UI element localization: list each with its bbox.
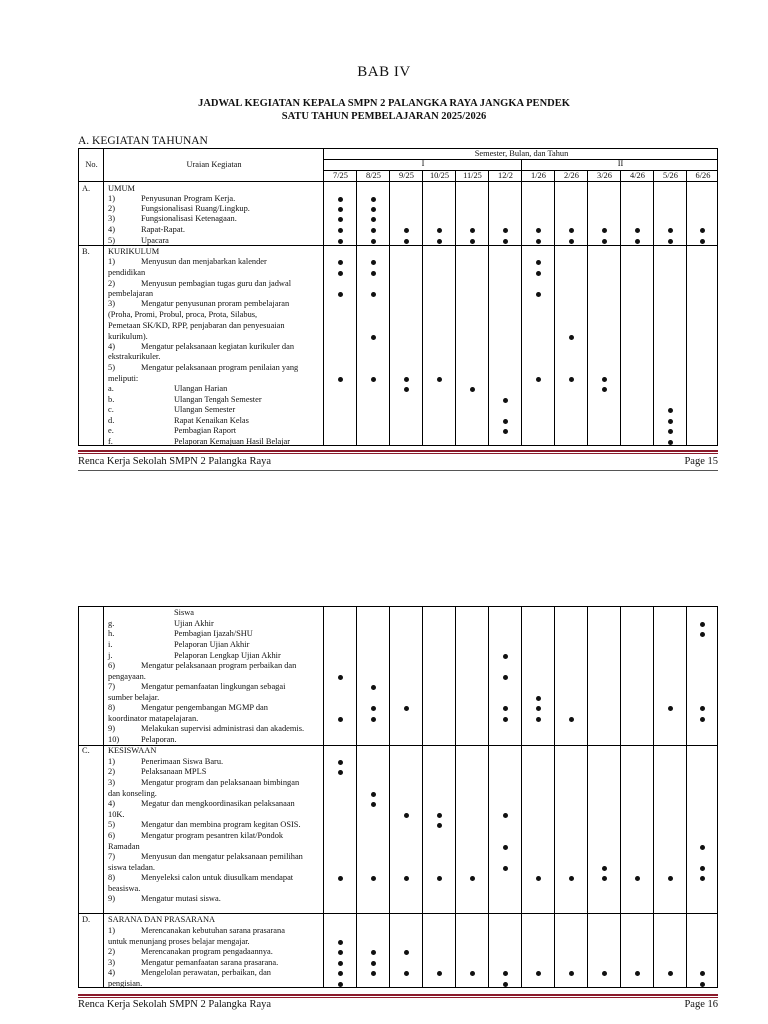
schedule-dot-3-26 xyxy=(602,228,607,233)
col-divider xyxy=(356,607,357,987)
row-text: Merencanakan kebutuhan sarana prasarana xyxy=(141,926,285,935)
schedule-dot-6-26 xyxy=(700,845,705,850)
col-divider xyxy=(389,170,390,445)
schedule-table-page-16 xyxy=(78,606,718,988)
schedule-dot-12-2 xyxy=(503,866,508,871)
row-text: Pelaporan Lengkap Ujian Akhir xyxy=(174,651,281,660)
schedule-dot-7-25 xyxy=(338,207,343,212)
schedule-dot-8-25 xyxy=(371,971,376,976)
schedule-dot-9-25 xyxy=(404,706,409,711)
schedule-dot-5-26 xyxy=(668,971,673,976)
schedule-dot-5-26 xyxy=(668,408,673,413)
row-text: 3) xyxy=(108,778,115,787)
schedule-dot-2-26 xyxy=(569,717,574,722)
schedule-dot-9-25 xyxy=(404,377,409,382)
row-text: Melakukan supervisi administrasi dan akademis. xyxy=(141,724,305,733)
col-divider xyxy=(653,607,654,987)
schedule-dot-8-25 xyxy=(371,792,376,797)
footer-left-p15: Renca Kerja Sekolah SMPN 2 Palangka Raya xyxy=(78,456,272,467)
schedule-dot-8-25 xyxy=(371,239,376,244)
row-text: Penyusunan Program Kerja. xyxy=(141,194,236,203)
col-divider xyxy=(554,607,555,987)
schedule-dot-9-25 xyxy=(404,228,409,233)
row-text: Mengelolan perawatan, perbaikan, dan xyxy=(141,968,271,977)
col-divider xyxy=(323,149,324,445)
schedule-dot-12-2 xyxy=(503,239,508,244)
schedule-dot-7-25 xyxy=(338,217,343,222)
month-5-26: 5/26 xyxy=(663,171,678,180)
row-text: 9) xyxy=(108,894,115,903)
schedule-dot-6-26 xyxy=(700,228,705,233)
row-text: Mengatur pelaksanaan program penilaian yang xyxy=(141,363,299,372)
schedule-dot-11-25 xyxy=(470,239,475,244)
schedule-dot-3-26 xyxy=(602,377,607,382)
schedule-dot-7-25 xyxy=(338,260,343,265)
schedule-dot-12-2 xyxy=(503,228,508,233)
schedule-dot-12-2 xyxy=(503,675,508,680)
row-text: Pelaporan Ujian Akhir xyxy=(174,640,250,649)
schedule-dot-11-25 xyxy=(470,387,475,392)
col-divider xyxy=(587,170,588,445)
schedule-dot-10-25 xyxy=(437,823,442,828)
schedule-dot-2-26 xyxy=(569,876,574,881)
row-text: 3) xyxy=(108,299,115,308)
col-divider xyxy=(323,607,324,987)
row-text: koordinator matapelajaran. xyxy=(108,714,199,723)
schedule-dot-6-26 xyxy=(700,982,705,987)
col-divider-no xyxy=(103,607,104,987)
row-text: Siswa xyxy=(174,608,195,617)
schedule-dot-7-25 xyxy=(338,940,343,945)
schedule-dot-12-2 xyxy=(503,419,508,424)
schedule-dot-8-25 xyxy=(371,961,376,966)
schedule-dot-7-25 xyxy=(338,961,343,966)
schedule-dot-6-26 xyxy=(700,622,705,627)
schedule-dot-5-26 xyxy=(668,419,673,424)
row-text: Pemetaan SK/KD, RPP, penjabaran dan penyesuaian xyxy=(108,321,285,330)
col-divider xyxy=(422,607,423,987)
month-1-26: 1/26 xyxy=(531,171,546,180)
row-text: 6) xyxy=(108,661,115,670)
schedule-dot-2-26 xyxy=(569,377,574,382)
col-divider xyxy=(521,607,522,987)
schedule-dot-12-2 xyxy=(503,813,508,818)
row-text: meliputi: xyxy=(108,374,139,383)
schedule-dot-8-25 xyxy=(371,706,376,711)
schedule-dot-8-25 xyxy=(371,950,376,955)
schedule-dot-1-26 xyxy=(536,971,541,976)
row-text: d. xyxy=(108,416,115,425)
row-text: Mengatur program dan pelaksanaan bimbingan xyxy=(141,778,300,787)
section-divider xyxy=(79,245,717,246)
schedule-dot-8-25 xyxy=(371,217,376,222)
row-text: pendidikan xyxy=(108,268,146,277)
row-text: 4) xyxy=(108,799,115,808)
col-divider xyxy=(455,607,456,987)
footer-rule-p15 xyxy=(78,450,718,454)
schedule-dot-3-26 xyxy=(602,866,607,871)
row-text: sumber belajar. xyxy=(108,693,160,702)
schedule-dot-5-26 xyxy=(668,228,673,233)
schedule-dot-3-26 xyxy=(602,387,607,392)
col-divider xyxy=(422,170,423,445)
section-label: D. xyxy=(82,915,91,924)
section-label: SARANA DAN PRASARANA xyxy=(108,915,216,924)
schedule-dot-7-25 xyxy=(338,876,343,881)
row-text: 5) xyxy=(108,236,115,245)
schedule-dot-8-25 xyxy=(371,228,376,233)
schedule-dot-7-25 xyxy=(338,950,343,955)
header-semester-2: II xyxy=(617,159,624,168)
row-text: Fungsionalisasi Ketenagaan. xyxy=(141,214,237,223)
col-divider xyxy=(488,607,489,987)
schedule-dot-11-25 xyxy=(470,876,475,881)
schedule-dot-3-26 xyxy=(602,239,607,244)
schedule-dot-4-26 xyxy=(635,239,640,244)
row-text: 1) xyxy=(108,926,115,935)
schedule-dot-6-26 xyxy=(700,971,705,976)
row-text: siswa teladan. xyxy=(108,863,155,872)
schedule-dot-9-25 xyxy=(404,876,409,881)
schedule-dot-3-26 xyxy=(602,876,607,881)
schedule-dot-4-26 xyxy=(635,876,640,881)
schedule-dot-2-26 xyxy=(569,971,574,976)
row-text: Megatur dan mengkoordinasikan pelaksanaan xyxy=(141,799,295,808)
row-text: Upacara xyxy=(141,236,169,245)
row-text: 2) xyxy=(108,947,115,956)
header-line xyxy=(324,159,717,160)
schedule-dot-1-26 xyxy=(536,377,541,382)
row-text: Menyeleksi calon untuk diusulkam mendapat xyxy=(141,873,294,882)
row-text: 7) xyxy=(108,852,115,861)
schedule-dot-7-25 xyxy=(338,197,343,202)
col-divider xyxy=(620,607,621,987)
schedule-dot-1-26 xyxy=(536,717,541,722)
row-text: 10K. xyxy=(108,810,125,819)
row-text: 3) xyxy=(108,214,115,223)
row-text: untuk menunjang proses belajar mengajar. xyxy=(108,937,250,946)
section-label: UMUM xyxy=(108,184,135,193)
row-text: 7) xyxy=(108,682,115,691)
row-text: Penerimaan Siswa Baru. xyxy=(141,757,224,766)
schedule-dot-10-25 xyxy=(437,813,442,818)
schedule-dot-9-25 xyxy=(404,971,409,976)
schedule-dot-12-2 xyxy=(503,706,508,711)
row-text: Pelaksanaan MPLS xyxy=(141,767,207,776)
col-divider xyxy=(455,170,456,445)
schedule-dot-1-26 xyxy=(536,706,541,711)
row-text: 4) xyxy=(108,968,115,977)
schedule-dot-9-25 xyxy=(404,950,409,955)
col-divider xyxy=(620,170,621,445)
schedule-dot-8-25 xyxy=(371,292,376,297)
schedule-dot-6-26 xyxy=(700,239,705,244)
schedule-dot-7-25 xyxy=(338,228,343,233)
col-divider xyxy=(653,170,654,445)
schedule-dot-7-25 xyxy=(338,675,343,680)
schedule-dot-2-26 xyxy=(569,228,574,233)
schedule-dot-8-25 xyxy=(371,260,376,265)
schedule-dot-1-26 xyxy=(536,239,541,244)
col-divider xyxy=(488,170,489,445)
schedule-dot-8-25 xyxy=(371,335,376,340)
schedule-dot-9-25 xyxy=(404,387,409,392)
row-text: 8) xyxy=(108,873,115,882)
row-text: 10) xyxy=(108,735,120,744)
row-text: Merencanakan program pengadaannya. xyxy=(141,947,273,956)
footer-page-number-p16: Page 16 xyxy=(684,999,718,1010)
schedule-dot-8-25 xyxy=(371,377,376,382)
schedule-dot-5-26 xyxy=(668,876,673,881)
col-divider xyxy=(686,607,687,987)
section-label: A. xyxy=(82,184,91,193)
section-label: KESISWAAN xyxy=(108,746,157,755)
row-text: Mengatur dan membina program kegitan OSIS. xyxy=(141,820,301,829)
month-6-26: 6/26 xyxy=(695,171,711,180)
schedule-dot-12-2 xyxy=(503,982,508,987)
schedule-dot-1-26 xyxy=(536,696,541,701)
row-text: dan konseling. xyxy=(108,789,157,798)
document-title-line-1: JADWAL KEGIATAN KEPALA SMPN 2 PALANGKA RAYA JANGKA PENDEK xyxy=(198,98,570,109)
footer-left-p16: Renca Kerja Sekolah SMPN 2 Palangka Raya xyxy=(78,999,272,1010)
row-text: Pelaporan Kemajuan Hasil Belajar xyxy=(174,437,291,446)
footer-rule-p16 xyxy=(78,994,718,998)
schedule-dot-9-25 xyxy=(404,813,409,818)
row-text: Ramadan xyxy=(108,842,140,851)
schedule-dot-6-26 xyxy=(700,717,705,722)
row-text: Ulangan Harian xyxy=(174,384,228,393)
row-text: Mengatur penyusunan proram pembelajaran xyxy=(141,299,290,308)
row-text: 2) xyxy=(108,204,115,213)
schedule-dot-7-25 xyxy=(338,239,343,244)
row-text: Rapat Kenaikan Kelas xyxy=(174,416,249,425)
footer-page-number-p15: Page 15 xyxy=(684,456,718,467)
col-divider xyxy=(356,170,357,445)
schedule-dot-8-25 xyxy=(371,685,376,690)
row-text: 1) xyxy=(108,194,115,203)
row-text: Ulangan Tengah Semester xyxy=(174,395,262,404)
schedule-dot-4-26 xyxy=(635,228,640,233)
row-text: Mengatur pelaksanaan program perbaikan dan xyxy=(141,661,297,670)
schedule-dot-5-26 xyxy=(668,429,673,434)
row-text: f. xyxy=(108,437,113,446)
row-text: Ujian Akhir xyxy=(174,619,214,628)
month-12-2: 12/2 xyxy=(498,171,513,180)
schedule-dot-1-26 xyxy=(536,271,541,276)
col-divider xyxy=(389,607,390,987)
row-text: i. xyxy=(108,640,113,649)
row-text: 5) xyxy=(108,363,115,372)
month-9-25: 9/25 xyxy=(399,171,414,180)
schedule-dot-10-25 xyxy=(437,228,442,233)
schedule-dot-6-26 xyxy=(700,706,705,711)
schedule-dot-3-26 xyxy=(602,971,607,976)
schedule-dot-12-2 xyxy=(503,398,508,403)
row-text: Menyusun dan mengatur pelaksanaan pemilihan xyxy=(141,852,303,861)
row-text: 4) xyxy=(108,342,115,351)
row-text: 2) xyxy=(108,767,115,776)
schedule-dot-6-26 xyxy=(700,876,705,881)
chapter-heading: BAB IV xyxy=(357,64,411,80)
row-text: Mengatur pengembangan MGMP dan xyxy=(141,703,268,712)
section-label: B. xyxy=(82,247,90,256)
row-text: g. xyxy=(108,619,115,628)
schedule-dot-12-2 xyxy=(503,654,508,659)
schedule-dot-1-26 xyxy=(536,876,541,881)
schedule-dot-1-26 xyxy=(536,292,541,297)
month-10-25: 10/25 xyxy=(429,171,450,180)
schedule-dot-7-25 xyxy=(338,971,343,976)
section-label: KURIKULUM xyxy=(108,247,160,256)
col-divider xyxy=(587,607,588,987)
schedule-dot-8-25 xyxy=(371,197,376,202)
row-text: pengisian. xyxy=(108,979,143,988)
row-text: pembelajaran xyxy=(108,289,154,298)
schedule-dot-8-25 xyxy=(371,207,376,212)
schedule-dot-2-26 xyxy=(569,239,574,244)
row-text: Pembagian Raport xyxy=(174,426,237,435)
row-text: b. xyxy=(108,395,115,404)
schedule-dot-6-26 xyxy=(700,632,705,637)
row-text: Mengatur program pesantren kilat/Pondok xyxy=(141,831,284,840)
schedule-dot-11-25 xyxy=(470,971,475,976)
row-text: 6) xyxy=(108,831,115,840)
row-text: 9) xyxy=(108,724,115,733)
row-text: kurikulum). xyxy=(108,332,148,341)
schedule-dot-7-25 xyxy=(338,982,343,987)
schedule-dot-7-25 xyxy=(338,770,343,775)
month-7-25: 7/25 xyxy=(333,171,348,180)
schedule-dot-7-25 xyxy=(338,377,343,382)
row-text: pengayaan. xyxy=(108,672,146,681)
row-text: 5) xyxy=(108,820,115,829)
col-divider xyxy=(554,170,555,445)
row-text: Mengatur pemanfaatan lingkungan sebagai xyxy=(141,682,286,691)
row-text: h. xyxy=(108,629,115,638)
row-text: a. xyxy=(108,384,114,393)
header-bottom-line xyxy=(79,181,717,182)
row-text: 4) xyxy=(108,225,115,234)
schedule-dot-10-25 xyxy=(437,971,442,976)
row-text: Menyusun dan menjabarkan kalender xyxy=(141,257,267,266)
row-text: 2) xyxy=(108,279,115,288)
schedule-dot-7-25 xyxy=(338,292,343,297)
schedule-dot-5-26 xyxy=(668,440,673,445)
schedule-dot-12-2 xyxy=(503,429,508,434)
row-text: Mengatur pelaksanaan kegiatan kurikuler dan xyxy=(141,342,295,351)
schedule-dot-7-25 xyxy=(338,760,343,765)
row-text: Ulangan Semester xyxy=(174,405,236,414)
schedule-dot-4-26 xyxy=(635,971,640,976)
row-text: Mengatur mutasi siswa. xyxy=(141,894,221,903)
row-text: Rapat-Rapat. xyxy=(141,225,185,234)
header-no: No. xyxy=(85,160,98,169)
schedule-dot-7-25 xyxy=(338,717,343,722)
row-text: Menyusun pembagian tugas guru dan jadwal xyxy=(141,279,292,288)
schedule-table-page-15 xyxy=(78,148,718,446)
header-semester-1: I xyxy=(421,159,425,168)
header-uraian: Uraian Kegiatan xyxy=(186,160,242,169)
schedule-dot-11-25 xyxy=(470,228,475,233)
col-divider xyxy=(686,170,687,445)
row-text: 1) xyxy=(108,257,115,266)
schedule-dot-10-25 xyxy=(437,377,442,382)
month-3-26: 3/26 xyxy=(597,171,612,180)
section-label: C. xyxy=(82,746,90,755)
schedule-dot-12-2 xyxy=(503,717,508,722)
row-text: j. xyxy=(108,651,113,660)
schedule-dot-1-26 xyxy=(536,228,541,233)
row-text: c. xyxy=(108,405,114,414)
schedule-dot-9-25 xyxy=(404,239,409,244)
col-divider-no xyxy=(103,149,104,445)
row-text: Mengatur pemanfaatan sarana prasarana. xyxy=(141,958,279,967)
section-divider xyxy=(79,913,717,914)
col-divider xyxy=(521,159,522,445)
row-text: 1) xyxy=(108,757,115,766)
row-text: Pelaporan. xyxy=(141,735,177,744)
schedule-dot-8-25 xyxy=(371,876,376,881)
row-text: e. xyxy=(108,426,114,435)
month-2-26: 2/26 xyxy=(564,171,579,180)
schedule-dot-12-2 xyxy=(503,845,508,850)
header-semester-group: Semester, Bulan, dan Tahun xyxy=(474,149,569,158)
row-text: beasiswa. xyxy=(108,884,141,893)
row-text: (Proha, Promi, Probul, proca, Prota, Silabus, xyxy=(108,310,258,319)
schedule-dot-5-26 xyxy=(668,706,673,711)
schedule-dot-2-26 xyxy=(569,335,574,340)
schedule-dot-8-25 xyxy=(371,271,376,276)
document-title-line-2: SATU TAHUN PEMBELAJARAN 2025/2026 xyxy=(281,111,487,122)
month-4-26: 4/26 xyxy=(630,171,645,180)
schedule-dot-5-26 xyxy=(668,239,673,244)
month-11-25: 11/25 xyxy=(463,171,482,180)
row-text: Fungsionalisasi Ruang/Lingkup. xyxy=(141,204,250,213)
schedule-dot-10-25 xyxy=(437,239,442,244)
section-heading: A. KEGIATAN TAHUNAN xyxy=(78,135,208,147)
schedule-dot-7-25 xyxy=(338,271,343,276)
row-text: Pembagian Ijazah/SHU xyxy=(174,629,253,638)
schedule-dot-1-26 xyxy=(536,260,541,265)
row-text: ekstrakurikuler. xyxy=(108,352,161,361)
schedule-dot-6-26 xyxy=(700,866,705,871)
schedule-dot-8-25 xyxy=(371,717,376,722)
schedule-dot-12-2 xyxy=(503,971,508,976)
schedule-dot-10-25 xyxy=(437,876,442,881)
footer-line-p15 xyxy=(78,470,718,471)
row-text: 8) xyxy=(108,703,115,712)
schedule-dot-8-25 xyxy=(371,802,376,807)
row-text: 3) xyxy=(108,958,115,967)
month-8-25: 8/25 xyxy=(366,171,381,180)
